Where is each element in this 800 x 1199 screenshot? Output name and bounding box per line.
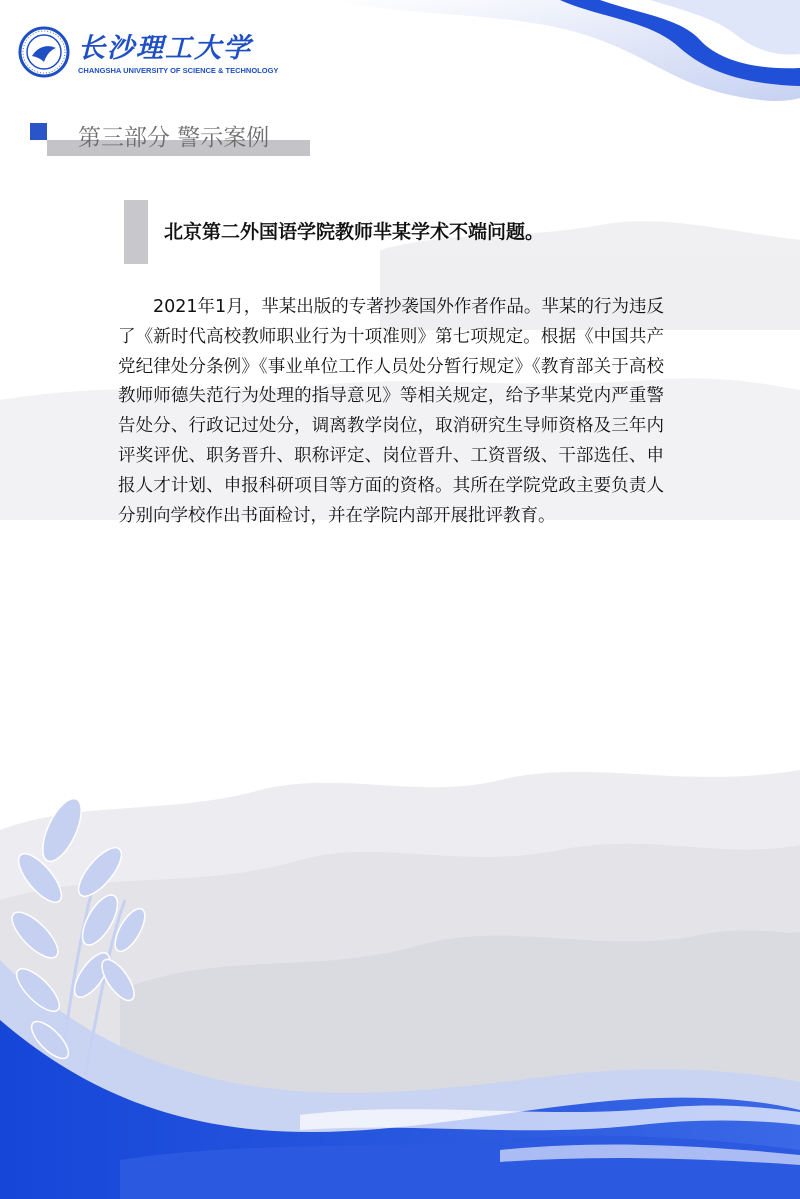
section-title: 第三部分 警示案例	[78, 125, 270, 151]
section-heading	[30, 117, 310, 159]
top-wave	[330, 0, 800, 101]
university-name-chinese: 长沙理工大学	[78, 33, 252, 64]
university-emblem-icon	[18, 26, 70, 78]
university-name-english: CHANGSHA UNIVERSITY OF SCIENCE & TECHNOLOGY	[78, 66, 279, 75]
case-body: 2021年1月，芈某出版的专著抄袭国外作者作品。芈某的行为违反了《新时代高校教师职业行为十项准则》第七项规定。根据《中国共产党纪律处分条例》《事业单位工作人员处分暂行规定》《教育部关于高校教师师德失范行为处理的指导意见》等相关规定，给予芈某党内严重警告处分、行政记过处分，调离教学岗位，取消研究生导师资格及三年内评奖评优、职务晋升、职称评定、岗位晋升、工资晋级、干部选任、申报人才计划、申报科研项目等方面的资格。其所在学院党政主要负责人分别向学校作出书面检讨，并在学院内部开展批评教育。	[118, 297, 664, 526]
university-logo	[18, 26, 279, 82]
case-title: 北京第二外国语学院教师芈某学术不端问题。	[164, 221, 545, 243]
section-marker	[30, 123, 47, 140]
case-title-marker	[124, 200, 148, 264]
